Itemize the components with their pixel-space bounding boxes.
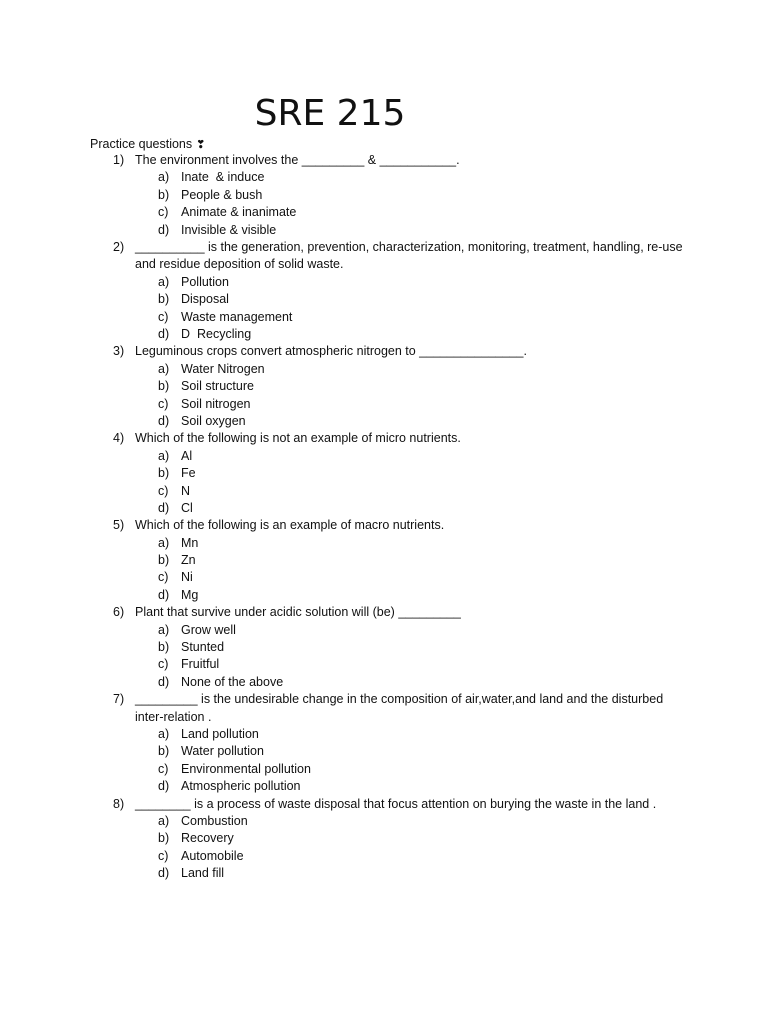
option-letter: a)	[158, 361, 170, 376]
option-item	[0, 656, 768, 673]
option-item	[0, 222, 768, 239]
option-item	[0, 378, 768, 395]
option-text: Environmental pollution	[181, 761, 311, 776]
option-item	[0, 622, 768, 639]
option-text: Cl	[181, 500, 193, 515]
question-number: 2)	[113, 239, 125, 254]
option-text: People & bush	[181, 187, 263, 202]
question-text: The environment involves the _________ & ___________.	[135, 153, 460, 167]
option-text: Soil oxygen	[181, 413, 246, 428]
question-text: Which of the following is not an example of micro nutrients.	[135, 431, 461, 446]
option-letter: d)	[158, 779, 170, 794]
option-text: Fruitful	[181, 657, 220, 672]
option-text: Waste management	[181, 309, 293, 324]
question-item	[0, 691, 768, 795]
option-text: Animate & inanimate	[181, 205, 297, 220]
option-item	[0, 361, 768, 378]
option-text: Grow well	[181, 622, 236, 637]
option-letter: c)	[158, 309, 169, 324]
option-letter: c)	[158, 761, 169, 776]
option-letter: a)	[158, 622, 170, 637]
option-letter: b)	[158, 640, 170, 655]
question-number: 8)	[113, 796, 125, 811]
option-item	[0, 761, 768, 778]
option-letter: b)	[158, 379, 170, 394]
option-text: Disposal	[181, 292, 229, 307]
option-letter: b)	[158, 292, 170, 307]
option-letter: d)	[158, 500, 170, 515]
option-letter: b)	[158, 831, 170, 846]
option-list	[0, 622, 768, 692]
option-text: Land fill	[181, 866, 225, 881]
option-text: Stunted	[181, 640, 225, 655]
option-text: Ni	[181, 570, 193, 585]
intro-text: Practice questions	[90, 137, 193, 151]
option-item	[0, 639, 768, 656]
document-title: SRE 215	[254, 93, 406, 134]
option-text: None of the above	[181, 674, 284, 689]
option-item	[0, 830, 768, 847]
option-text: Inate & induce	[181, 170, 265, 185]
heart-bullet-icon: ❣	[196, 139, 206, 151]
option-item	[0, 535, 768, 552]
option-item	[0, 413, 768, 430]
option-text: Atmospheric pollution	[181, 779, 301, 794]
option-text: Water Nitrogen	[181, 361, 265, 376]
option-letter: a)	[158, 170, 170, 185]
option-item	[0, 778, 768, 795]
option-letter: a)	[158, 814, 170, 828]
question-item	[0, 517, 768, 604]
option-letter: c)	[158, 848, 169, 863]
option-list	[0, 169, 768, 239]
option-letter: c)	[158, 396, 169, 411]
option-letter: d)	[158, 674, 170, 689]
option-text: Soil nitrogen	[181, 396, 251, 411]
option-letter: c)	[158, 205, 169, 220]
option-item	[0, 465, 768, 482]
option-letter: a)	[158, 274, 170, 289]
option-letter: c)	[158, 570, 169, 585]
question-text: Which of the following is an example of macro nutrients.	[135, 518, 445, 533]
question-text: Plant that survive under acidic solution will (be) _________	[135, 605, 461, 620]
question-item	[0, 343, 768, 430]
option-text: Invisible & visible	[181, 222, 277, 237]
option-item	[0, 187, 768, 204]
option-item	[0, 291, 768, 308]
option-letter: b)	[158, 553, 170, 568]
option-list	[0, 535, 768, 605]
question-list	[0, 152, 768, 883]
question-number: 4)	[113, 431, 125, 446]
question-number: 1)	[113, 153, 125, 167]
option-item	[0, 448, 768, 465]
option-text: Al	[181, 448, 193, 463]
option-text: Zn	[181, 553, 196, 568]
question-item	[0, 796, 768, 883]
option-text: N	[181, 483, 191, 498]
option-item	[0, 569, 768, 586]
option-letter: d)	[158, 326, 170, 341]
option-text: Mg	[181, 587, 199, 602]
option-item	[0, 274, 768, 291]
question-item	[0, 604, 768, 691]
option-list	[0, 448, 768, 518]
question-item	[0, 152, 768, 239]
option-list	[0, 726, 768, 796]
option-item	[0, 500, 768, 517]
option-list	[0, 361, 768, 431]
option-item	[0, 865, 768, 882]
option-list	[0, 813, 768, 883]
option-item	[0, 309, 768, 326]
option-text: Fe	[181, 466, 196, 481]
option-item	[0, 587, 768, 604]
option-letter: d)	[158, 222, 170, 237]
question-item	[0, 430, 768, 517]
option-letter: b)	[158, 187, 170, 202]
option-text: Soil structure	[181, 379, 254, 394]
option-item	[0, 813, 768, 830]
option-text: Water pollution	[181, 744, 264, 759]
option-item	[0, 169, 768, 186]
question-number: 3)	[113, 344, 125, 359]
option-item	[0, 552, 768, 569]
option-text: Combustion	[181, 814, 248, 828]
option-item	[0, 848, 768, 865]
option-list	[0, 274, 768, 344]
option-item	[0, 483, 768, 500]
option-letter: b)	[158, 744, 170, 759]
option-text: D Recycling	[181, 326, 252, 341]
option-letter: c)	[158, 657, 169, 672]
option-text: Land pollution	[181, 727, 259, 742]
option-text: Automobile	[181, 848, 244, 863]
option-letter: d)	[158, 587, 170, 602]
option-letter: d)	[158, 866, 170, 881]
option-item	[0, 204, 768, 221]
question-item	[0, 239, 768, 343]
question-number: 7)	[113, 692, 125, 707]
option-item	[0, 674, 768, 691]
option-letter: b)	[158, 466, 170, 481]
question-text: _________ is the undesirable change in the composition of air,water,and land and the disturbed inter-relation .	[135, 692, 664, 724]
option-item	[0, 396, 768, 413]
option-item	[0, 726, 768, 743]
question-number: 6)	[113, 605, 125, 620]
option-letter: a)	[158, 727, 170, 742]
option-text: Mn	[181, 535, 199, 550]
question-number: 5)	[113, 518, 125, 533]
option-item	[0, 743, 768, 760]
option-text: Pollution	[181, 274, 229, 289]
question-text: ________ is a process of waste disposal that focus attention on burying the waste in the land .	[135, 796, 657, 811]
option-item	[0, 326, 768, 343]
question-text: Leguminous crops convert atmospheric nitrogen to _______________.	[135, 344, 527, 359]
option-letter: c)	[158, 483, 169, 498]
option-letter: d)	[158, 413, 170, 428]
question-text: __________ is the generation, prevention, characterization, monitoring, treatment, handling, re-use and residue deposition of solid waste.	[135, 239, 683, 272]
option-letter: a)	[158, 535, 170, 550]
option-letter: a)	[158, 448, 170, 463]
option-text: Recovery	[181, 831, 234, 846]
